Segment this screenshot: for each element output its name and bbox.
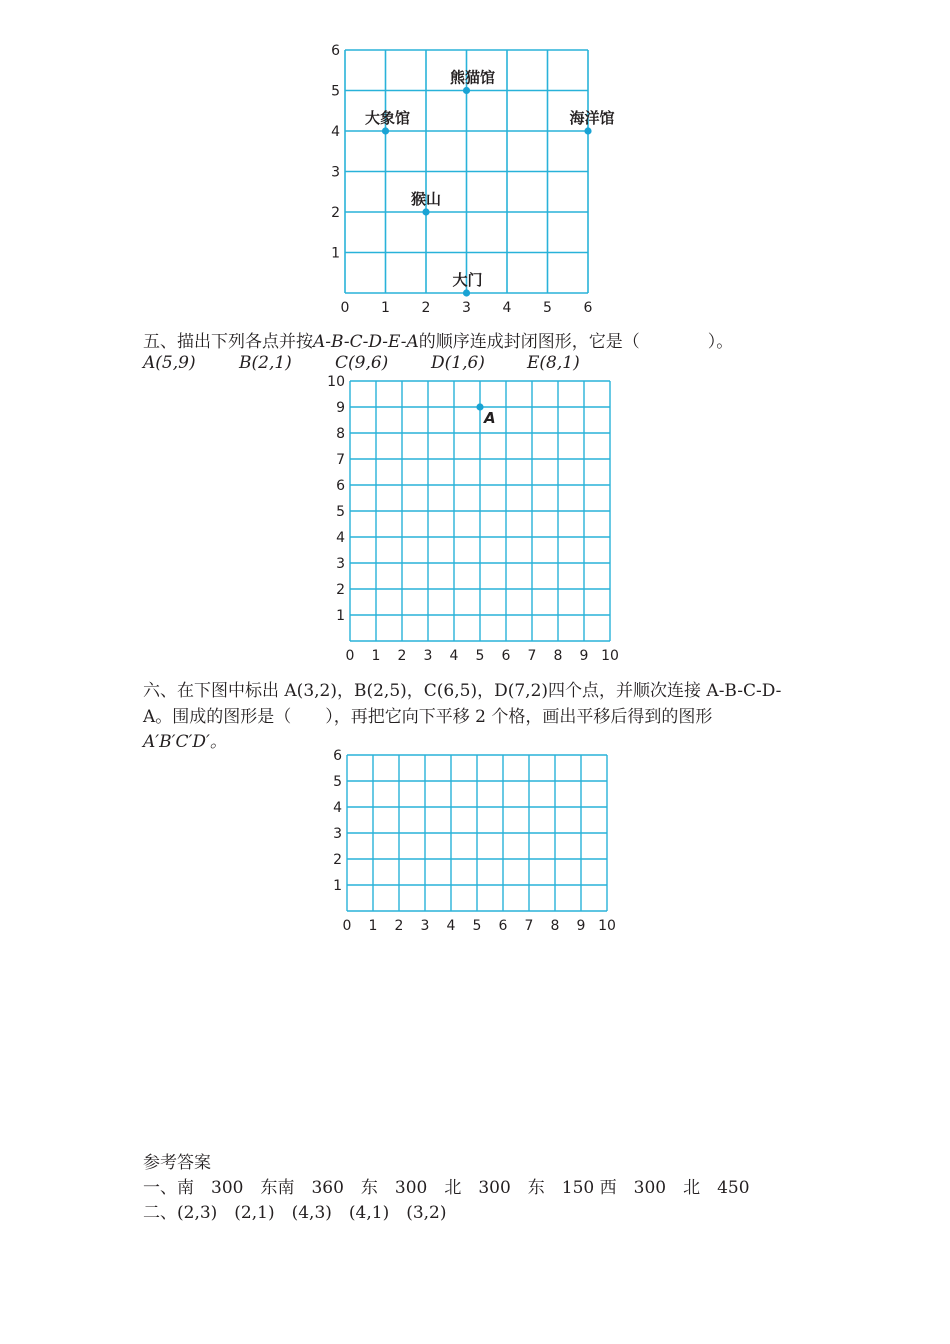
q6-x-tick-label: 1 (368, 918, 378, 934)
map-y-tick-label: 4 (331, 124, 340, 140)
map-x-tick-label: 1 (381, 300, 390, 316)
map-x-tick-label: 4 (502, 300, 512, 316)
map-place-label: 熊猫馆 (449, 68, 496, 87)
map-place-label: 猴山 (410, 190, 442, 208)
map-x-tick-label: 6 (583, 300, 593, 316)
q6-line-3: A′B′C′D′。 (143, 732, 227, 752)
q6-x-tick-label: 7 (524, 918, 534, 934)
map-y-tick-label: 1 (331, 245, 340, 262)
q6-x-tick-label: 8 (550, 918, 560, 934)
map-place-point (382, 127, 389, 134)
q5-x-tick-label: 5 (475, 648, 485, 664)
q5-x-tick-label: 10 (601, 648, 619, 664)
q5-x-tick-label: 6 (501, 648, 511, 664)
map-place-label: 大门 (452, 271, 483, 289)
q5-x-tick-label: 2 (397, 648, 407, 664)
q5-x-tick-label: 1 (371, 648, 381, 664)
q6-coordinate-grid (325, 745, 635, 935)
q5-y-tick-label: 1 (336, 608, 345, 624)
q6-y-tick-label: 5 (333, 774, 342, 790)
q6-x-tick-label: 3 (420, 918, 430, 934)
q6-x-tick-label: 2 (394, 918, 404, 934)
map-y-tick-label: 2 (331, 205, 340, 221)
q6-y-tick-label: 4 (333, 800, 342, 816)
map-place-label: 大象馆 (364, 109, 411, 127)
map-place-label: 海洋馆 (569, 109, 615, 127)
map-place-point (463, 87, 470, 94)
answers-line-2: 二、(2,3) (2,1) (4,3) (4,1) (3,2) (143, 1203, 447, 1223)
q5-point: A(5,9) (143, 353, 196, 373)
q5-point: C(9,6) (335, 353, 389, 373)
q5-y-tick-label: 5 (336, 504, 345, 520)
q5-x-tick-label: 0 (345, 648, 355, 664)
q6-y-tick-label: 6 (333, 748, 342, 764)
q5-x-tick-label: 4 (449, 648, 459, 664)
answers-title: 参考答案 (143, 1153, 211, 1173)
q6-y-tick-label: 3 (333, 826, 342, 842)
q5-order: A-B-C-D-E-A (313, 332, 419, 352)
q6-y-tick-label: 2 (333, 852, 342, 868)
map-place-point (584, 127, 591, 134)
q6-y-tick-label: 1 (333, 878, 342, 894)
q5-text-a: 五、描出下列各点并按 (143, 332, 313, 352)
q6-x-tick-label: 5 (472, 918, 482, 934)
q5-instruction (143, 327, 733, 352)
q5-x-tick-label: 8 (553, 648, 563, 664)
q5-x-tick-label: 9 (579, 648, 589, 664)
map-y-tick-label: 5 (331, 83, 340, 100)
q5-point-a-label: A (484, 409, 496, 427)
q5-y-tick-label: 10 (327, 374, 345, 390)
q5-y-tick-label: 7 (336, 452, 345, 468)
q5-coordinate-grid (325, 368, 635, 668)
zoo-map-grid (320, 43, 640, 320)
q6-line-1: 六、在下图中标出 A(3,2)，B(2,5)，C(6,5)，D(7,2)四个点，并顺次连接 A-B-C-D- (143, 681, 782, 701)
q5-y-tick-label: 3 (336, 556, 345, 572)
q5-y-tick-label: 4 (336, 530, 345, 546)
map-x-tick-label: 0 (340, 300, 350, 316)
map-place-point (463, 289, 470, 296)
q6-x-tick-label: 6 (498, 918, 508, 934)
q6-x-tick-label: 0 (342, 918, 352, 934)
q5-x-tick-label: 7 (527, 648, 537, 664)
q6-x-tick-label: 9 (576, 918, 586, 934)
q5-point: D(1,6) (431, 353, 485, 373)
q5-point-a-marker (476, 403, 483, 410)
q6-x-tick-label: 4 (446, 918, 456, 934)
q5-point: E(8,1) (527, 353, 580, 373)
q6-x-tick-label: 10 (598, 918, 616, 934)
q5-text-b: 的顺序连成封闭图形，它是（ ）。 (418, 332, 734, 352)
q5-y-tick-label: 2 (336, 582, 345, 598)
map-x-tick-label: 3 (462, 300, 471, 316)
q5-y-tick-label: 9 (336, 400, 345, 416)
q5-point: B(2,1) (239, 353, 292, 373)
q5-y-tick-label: 8 (336, 426, 345, 442)
map-y-tick-label: 6 (331, 43, 340, 59)
q6-line-2: A。围成的图形是（ ），再把它向下平移 2 个格，画出平移后得到的图形 (143, 707, 713, 727)
map-place-point (422, 208, 429, 215)
map-y-tick-label: 3 (331, 164, 340, 181)
map-x-tick-label: 5 (543, 300, 552, 316)
map-x-tick-label: 2 (421, 300, 431, 316)
q5-y-tick-label: 6 (336, 478, 345, 494)
answers-line-1: 一、南 300 东南 360 东 300 北 300 东 150 西 300 北 450 (143, 1178, 750, 1198)
q5-x-tick-label: 3 (423, 648, 433, 664)
